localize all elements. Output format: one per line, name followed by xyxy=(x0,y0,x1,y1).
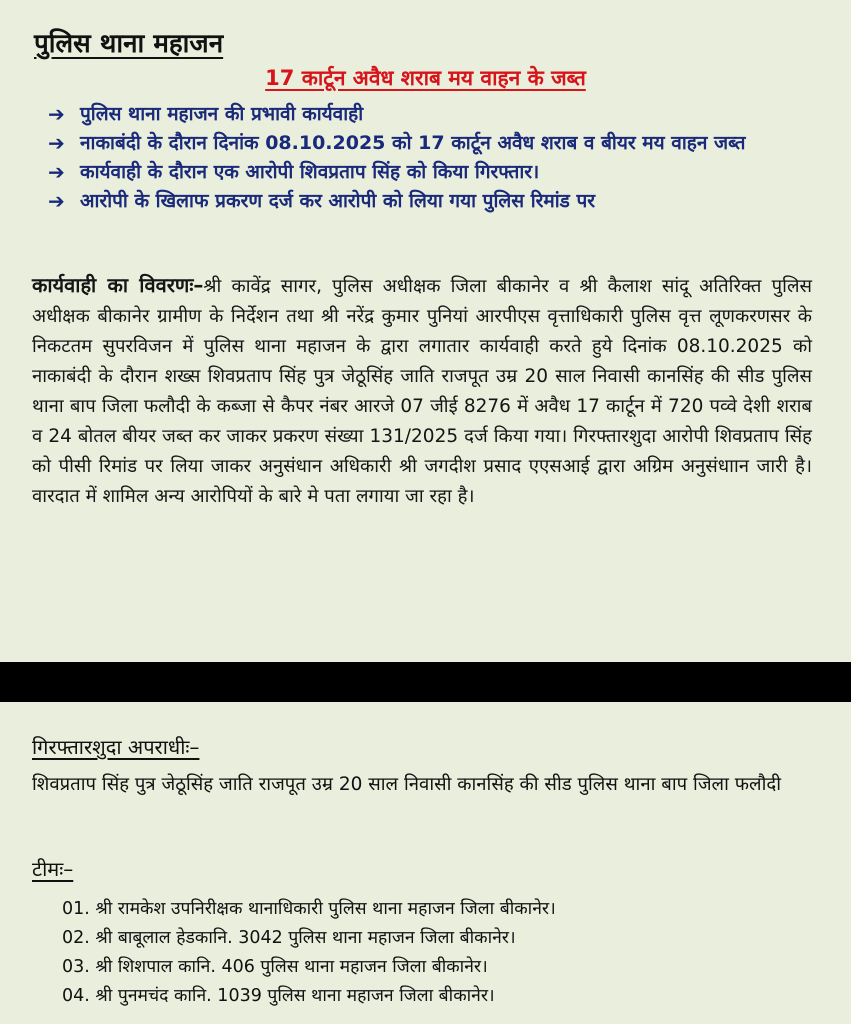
team-member: 03. श्री शिशपाल कानि. 406 पुलिस थाना महाजन जिला बीकानेर। xyxy=(62,957,488,977)
highlight-item xyxy=(48,100,808,129)
arrow-right-icon: ➔ xyxy=(48,160,65,184)
team-member: 02. श्री बाबूलाल हेडकानि. 3042 पुलिस थाना महाजन जिला बीकानेर। xyxy=(62,928,516,948)
action-details-text: श्री कावेंद्र सागर, पुलिस अधीक्षक जिला बीकानेर व श्री कैलाश सांदू अतिरिक्त पुलिस अधीक्षक बीकानेर ग्रामीण के निर्देशन तथा श्री नरेंद्र कुमार पुनियां आरपीएस वृत्ताधिकारी पुलिस वृत्त लूणकरणसर के निकटतम सुपरविजन में पुलिस थाना महाजन के द्वारा लगातार कार्यवाही करते हुये दिनांक 08.10.2025 को नाकाबंदी के दौरान शख्स शिवप्रताप सिंह पुत्र जेठूसिंह जाति राजपूत उम्र 20 साल निवासी कानसिंह की सीड पुलिस थाना बाप जिला फलौदी के कब्जा से कैपर नंबर आरजे 07 जीई 8276 में अवैध 17 कार्टून में 720 पव्वे देशी शराब व 24 बोतल बीयर जब्त कर जाकर प्रकरण संख्या 131/2025 दर्ज किया गया। गिरफ्तारशुदा आरोपी शिवप्रताप सिंह को पीसी रिमांड पर लिया जाकर अनुसंधान अधिकारी श्री जगदीश प्रसाद एएसआई द्वारा अग्रिम अनुसंधाान जारी है। वारदात में शामिल अन्य आरोपियों के बारे मे पता लगाया जा रहा है। xyxy=(32,276,813,507)
team-member: 04. श्री पुनमचंद कानि. 1039 पुलिस थाना महाजन जिला बीकानेर। xyxy=(62,986,495,1006)
highlight-text: पुलिस थाना महाजन की प्रभावी कार्यवाही xyxy=(80,103,364,125)
arrow-right-icon: ➔ xyxy=(48,131,65,155)
highlight-item xyxy=(48,187,808,216)
arrow-right-icon: ➔ xyxy=(48,102,65,126)
arrow-right-icon: ➔ xyxy=(48,189,65,213)
divider-band xyxy=(0,662,851,702)
highlights-list xyxy=(48,100,808,216)
highlight-item xyxy=(48,129,808,158)
highlight-text: आरोपी के खिलाफ प्रकरण दर्ज कर आरोपी को लिया गया पुलिस रिमांड पर xyxy=(80,190,596,212)
team-heading: टीमः– xyxy=(32,857,74,881)
highlight-text: कार्यवाही के दौरान एक आरोपी शिवप्रताप सिंह को किया गिरफ्तार। xyxy=(80,161,540,183)
action-details-label: कार्यवाही का विवरणः– xyxy=(32,273,204,297)
team-member: 01. श्री रामकेश उपनिरीक्षक थानाधिकारी पुलिस थाना महाजन जिला बीकानेर। xyxy=(62,899,556,919)
action-details xyxy=(32,270,812,512)
arrested-details: शिवप्रताप सिंह पुत्र जेठूसिंह जाति राजपूत उम्र 20 साल निवासी कानसिंह की सीड पुलिस थाना बाप जिला फलौदी xyxy=(32,774,781,795)
arrested-heading: गिरफ्तारशुदा अपराधीः– xyxy=(32,735,200,759)
station-title: पुलिस थाना महाजन xyxy=(34,29,224,59)
headline: 17 कार्टून अवैध शराब मय वाहन के जब्त xyxy=(265,66,586,90)
team-list xyxy=(62,895,556,1011)
highlight-text: नाकाबंदी के दौरान दिनांक 08.10.2025 को 17 कार्टून अवैध शराब व बीयर मय वाहन जब्त xyxy=(80,132,746,154)
highlight-item xyxy=(48,158,808,187)
